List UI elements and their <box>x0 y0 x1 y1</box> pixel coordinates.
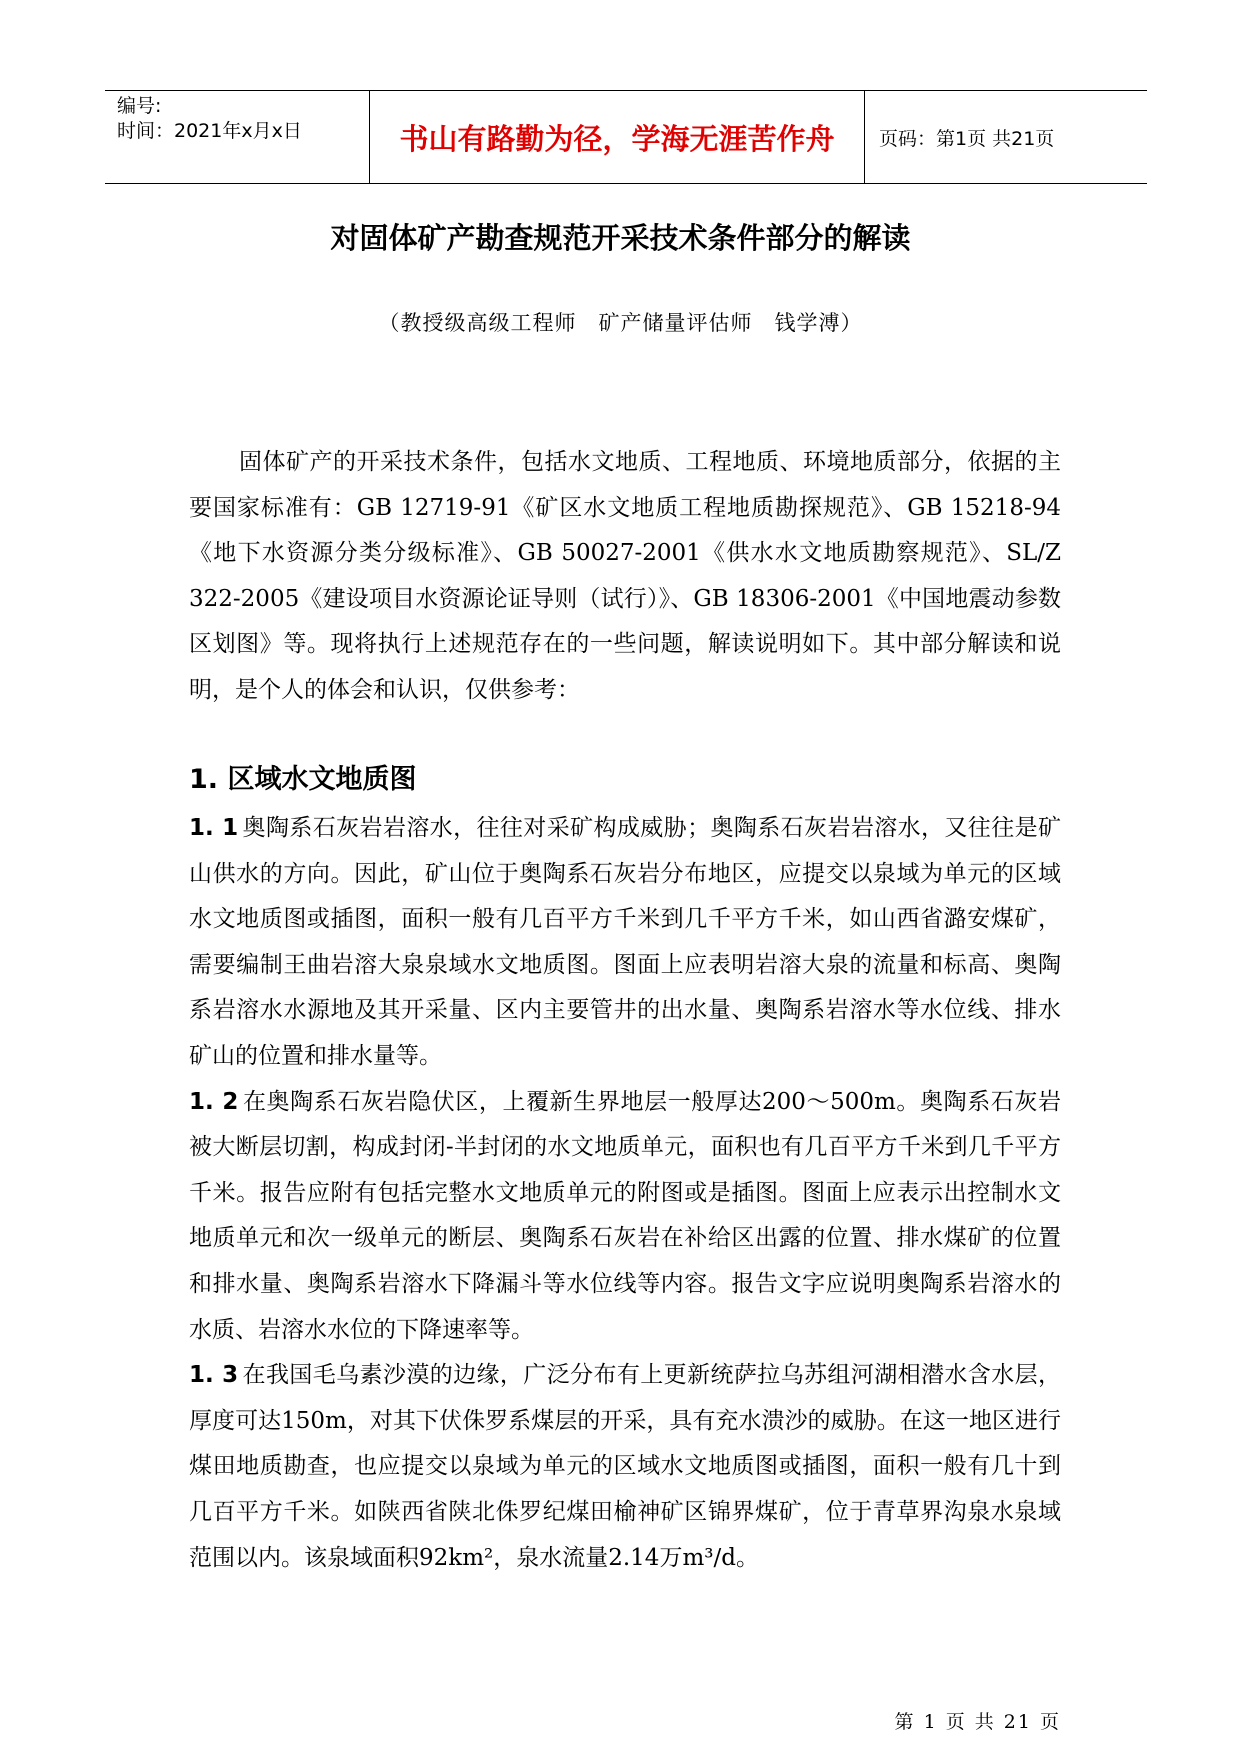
item-text: 奥陶系石灰岩岩溶水，往往对采矿构成威胁；奥陶系石灰岩岩溶水，又往往是矿山供水的方向。因此，矿山位于奥陶系石灰岩分布地区，应提交以泉域为单元的区域水文地质图或插图，面积一般有几百平方千米到几千平方千米，如山西省潞安煤矿，需要编制王曲岩溶大泉泉域水文地质图。图面上应表明岩溶大泉的流量和标高、奥陶系岩溶水水源地及其开采量、区内主要管井的出水量、奥陶系岩溶水等水位线、排水矿山的位置和排水量等。 <box>189 815 1061 1069</box>
serial-label: 编号: <box>117 95 162 117</box>
section-heading: 1. 区域水文地质图 <box>189 764 417 795</box>
header-table <box>105 90 1147 184</box>
section-item <box>189 1080 1061 1354</box>
item-text: 在我国毛乌素沙漠的边缘，广泛分布有上更新统萨拉乌苏组河湖相潜水含水层，厚度可达150m，对其下伏侏罗系煤层的开采，具有充水溃沙的威胁。在这一地区进行煤田地质勘查，也应提交以泉域为单元的区域水文地质图或插图，面积一般有几十到几百平方千米。如陕西省陕北侏罗纪煤田榆神矿区锦界煤矿，位于青草界沟泉水泉域范围以内。该泉域面积92km²，泉水流量2.14万m³/d。 <box>189 1362 1061 1571</box>
header-meta-cell <box>105 91 367 183</box>
item-number: 1. 2 <box>189 1088 239 1115</box>
document-title: 对固体矿产勘查规范开采技术条件部分的解读 <box>330 221 911 255</box>
time-label: 时间：2021年x月x日 <box>117 120 302 142</box>
section-item <box>189 1353 1061 1581</box>
item-number: 1. 1 <box>189 815 239 841</box>
item-number: 1. 3 <box>189 1362 239 1389</box>
section-item <box>189 806 1061 1080</box>
header-motto-cell <box>369 91 865 183</box>
item-text: 在奥陶系石灰岩隐伏区，上覆新生界地层一般厚达200～500m。奥陶系石灰岩被大断层切割，构成封闭-半封闭的水文地质单元，面积也有几百平方千米到几千平方千米。报告应附有包括完整水文地质单元的附图或是插图。图面上应表示出控制水文地质单元和次一级单元的断层、奥陶系石灰岩在补给区出露的位置、排水煤矿的位置和排水量、奥陶系岩溶水下降漏斗等水位线等内容。报告文字应说明奥陶系岩溶水的水质、岩溶水水位的下降速率等。 <box>189 1088 1061 1343</box>
header-page-cell <box>865 91 1147 183</box>
author-line: （教授级高级工程师 矿产储量评估师 钱学溥） <box>378 311 863 335</box>
page-label: 页码：第1页 共21页 <box>879 127 1055 150</box>
intro-paragraph <box>189 440 1061 714</box>
page-footer: 第 1 页 共 21 页 <box>894 1711 1061 1733</box>
motto: 书山有路勤为径，学海无涯苦作舟 <box>399 121 835 156</box>
intro-text: 固体矿产的开采技术条件，包括水文地质、工程地质、环境地质部分，依据的主要国家标准有：GB 12719-91《矿区水文地质工程地质勘探规范》、GB 15218-94《地下水资源分类分级标准》、GB 50027-2001《供水水文地质勘察规范》、SL/Z 322-2005《建设项目水资源论证导则（试行）》、GB 18306-2001《中国地震动参数区划图》等。现将执行上述规范存在的一些问题，解读说明如下。其中部分解读和说明，是个人的体会和认识，仅供参考： <box>189 449 1061 703</box>
section-body <box>189 806 1061 1581</box>
